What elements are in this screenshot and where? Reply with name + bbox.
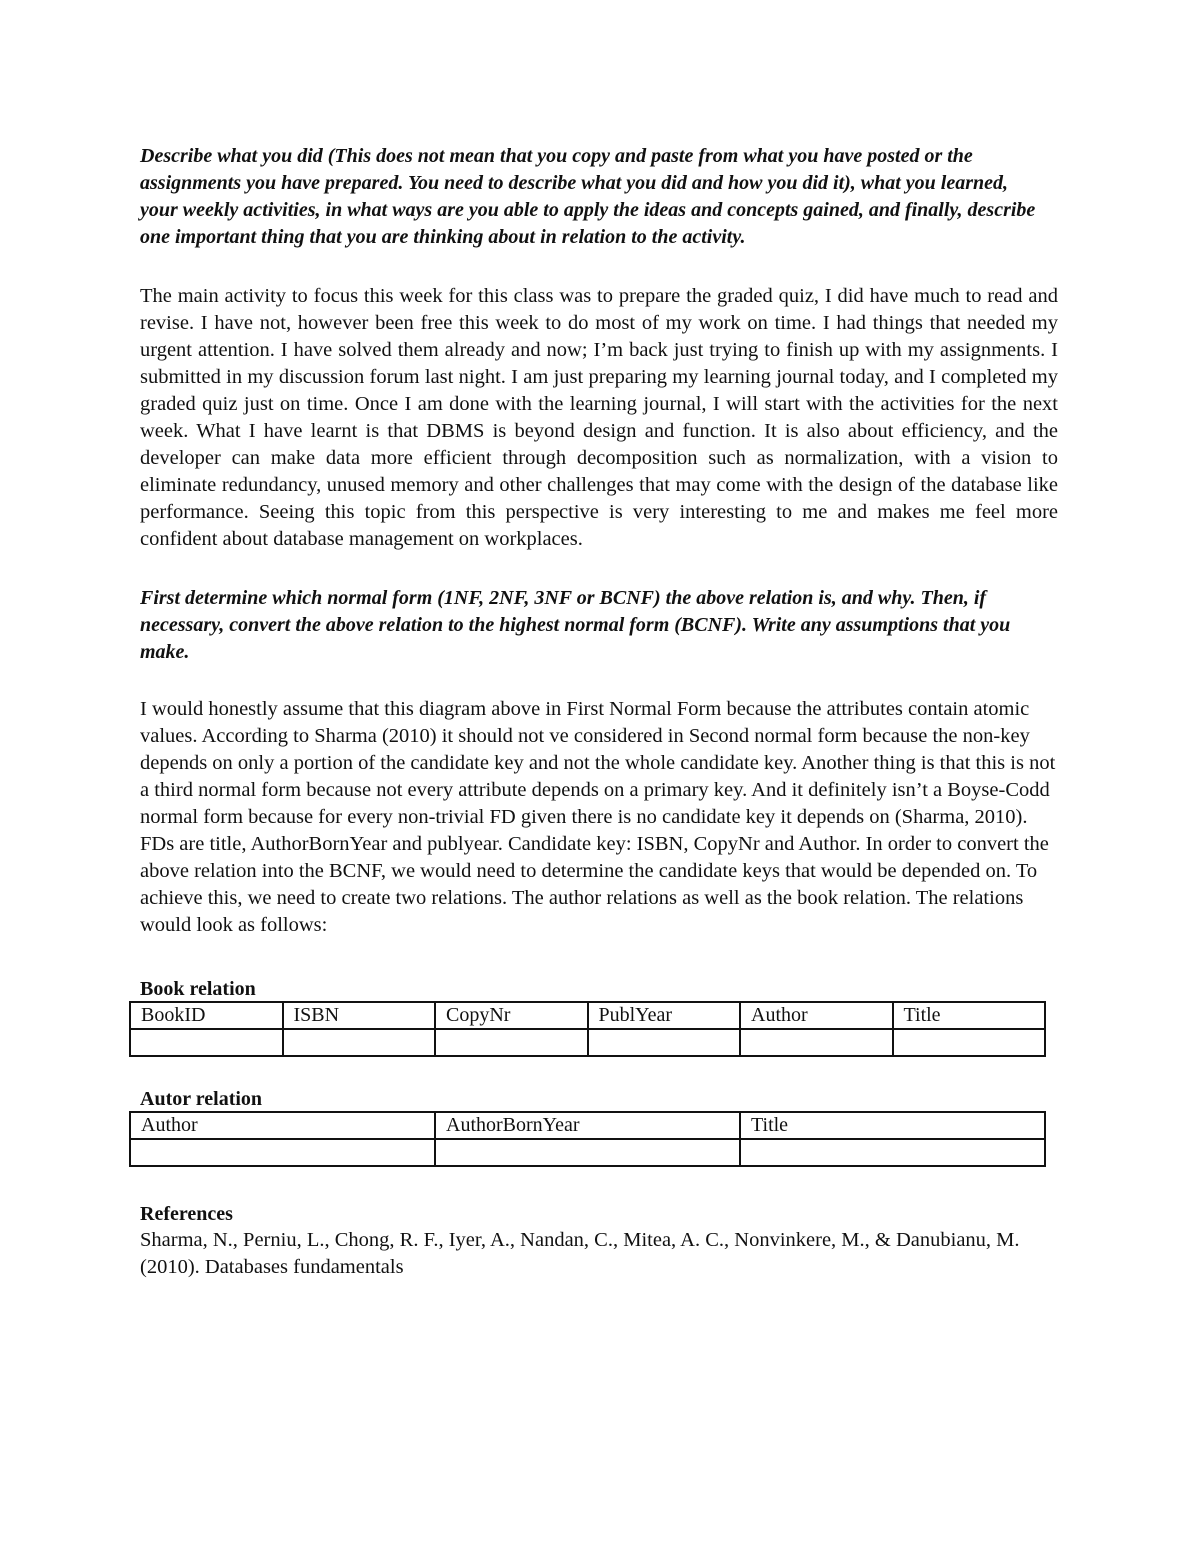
book-relation-table	[129, 1001, 1046, 1057]
table-header-cell: Author	[130, 1112, 435, 1139]
table-cell	[740, 1029, 893, 1056]
table-cell	[130, 1029, 283, 1056]
book-relation-heading: Book relation	[140, 978, 256, 1000]
table-cell	[283, 1029, 436, 1056]
table-cell	[435, 1029, 588, 1056]
table-header-cell: BookID	[130, 1002, 283, 1029]
author-relation-table	[129, 1111, 1046, 1167]
table-cell	[740, 1139, 1045, 1166]
table-header-row	[130, 1112, 1045, 1139]
table-cell	[130, 1139, 435, 1166]
table-header-cell: Title	[893, 1002, 1046, 1029]
author-relation-heading: Autor relation	[140, 1088, 263, 1110]
journal-prompt: Describe what you did (This does not mean that you copy and paste from what you have posted or the assignments you have prepared. You need to describe what you did and how you did it), what you learned, your weekly activities, in what ways are you able to apply the ideas and concepts gained, and finally, describe one important thing that you are thinking about in relation to the activity.	[140, 145, 1036, 248]
table-row	[130, 1139, 1045, 1166]
table-header-cell: PublYear	[588, 1002, 741, 1029]
table-cell	[588, 1029, 741, 1056]
table-header-cell: Author	[740, 1002, 893, 1029]
table-header-row	[130, 1002, 1045, 1029]
normal-form-prompt: First determine which normal form (1NF, 2NF, 3NF or BCNF) the above relation is, and why. Then, if necessary, convert the above relation to the highest normal form (BCNF). Write any assumptions that you make.	[140, 587, 1011, 663]
table-header-cell: ISBN	[283, 1002, 436, 1029]
table-header-cell: AuthorBornYear	[435, 1112, 740, 1139]
table-header-cell: CopyNr	[435, 1002, 588, 1029]
normal-form-answer: I would honestly assume that this diagram above in First Normal Form because the attributes contain atomic values. According to Sharma (2010) it should not ve considered in Second normal form because the non-key depends on only a portion of the candidate key and not the whole candidate key. Another thing is that this is not a third normal form because not every attribute depends on a primary key. And it definitely isn’t a Boyse-Codd normal form because for every non-trivial FD given there is no candidate key it depends on (Sharma, 2010). FDs are title, AuthorBornYear and publyear. Candidate key: ISBN, CopyNr and Author. In order to convert the above relation into the BCNF, we would need to determine the candidate keys that would be depended on. To achieve this, we need to create two relations. The author relations as well as the book relation. The relations would look as follows:	[140, 698, 1056, 936]
table-cell	[893, 1029, 1046, 1056]
table-cell	[435, 1139, 740, 1166]
references-heading: References	[140, 1203, 233, 1225]
reference-entry: Sharma, N., Perniu, L., Chong, R. F., Iyer, A., Nandan, C., Mitea, A. C., Nonvinkere, M., & Danubianu, M. (2010). Databases fundamentals	[140, 1229, 1020, 1278]
table-row	[130, 1029, 1045, 1056]
document-page	[140, 143, 1060, 1281]
table-header-cell: Title	[740, 1112, 1045, 1139]
journal-answer: The main activity to focus this week for this class was to prepare the graded quiz, I did have much to read and revise. I have not, however been free this week to do most of my work on time. I had things that needed my urgent attention. I have solved them already and now; I’m back just trying to finish up with my assignments. I submitted in my discussion forum last night. I am just preparing my learning journal today, and I completed my graded quiz just on time. Once I am done with the learning journal, I will start with the activities for the next week. What I have learnt is that DBMS is beyond design and function. It is also about efficiency, and the developer can make data more efficient through decomposition such as normalization, with a vision to eliminate redundancy, unused memory and other challenges that may come with the design of the database like performance. Seeing this topic from this perspective is very interesting to me and makes me feel more confident about database management on workplaces.	[140, 285, 1058, 550]
